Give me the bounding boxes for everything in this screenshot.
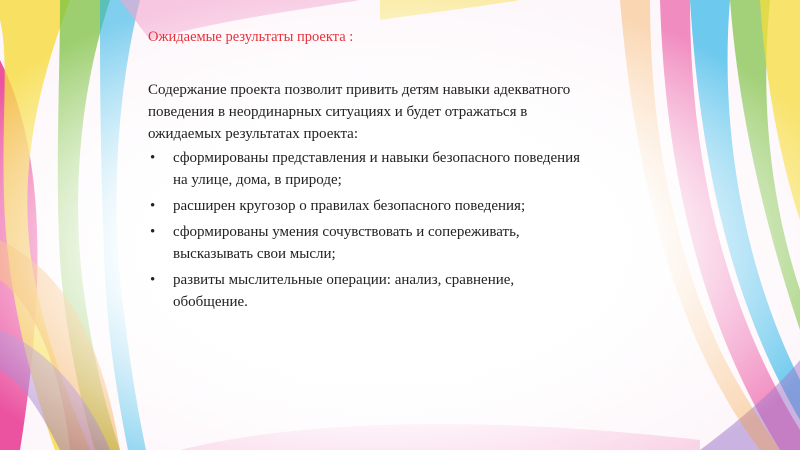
list-item-text: расширен кругозор о правилах безопасного поведения;: [173, 198, 526, 214]
bullet-icon: •: [150, 150, 156, 166]
list-item: [148, 147, 588, 191]
list-item-text: сформированы представления и навыки безопасного поведения на улице, дома, в природе;: [173, 150, 581, 188]
results-list: [148, 147, 588, 313]
list-item: [148, 269, 588, 313]
list-item: [148, 195, 588, 217]
slide-title: Ожидаемые результаты проекта :: [148, 29, 354, 45]
bullet-icon: •: [150, 224, 156, 240]
bullet-icon: •: [150, 198, 156, 214]
list-item-text: сформированы умения сочувствовать и сопереживать, высказывать свои мысли;: [173, 224, 520, 262]
bullet-icon: •: [150, 272, 156, 288]
slide-content: [148, 27, 588, 317]
intro-paragraph: Содержание проекта позволит привить детям навыки адекватного поведения в неординарных ситуациях и будет отражаться в ожидаемых результатах проекта:: [148, 82, 571, 142]
list-item-text: развиты мыслительные операции: анализ, сравнение, обобщение.: [173, 272, 515, 310]
list-item: [148, 221, 588, 265]
